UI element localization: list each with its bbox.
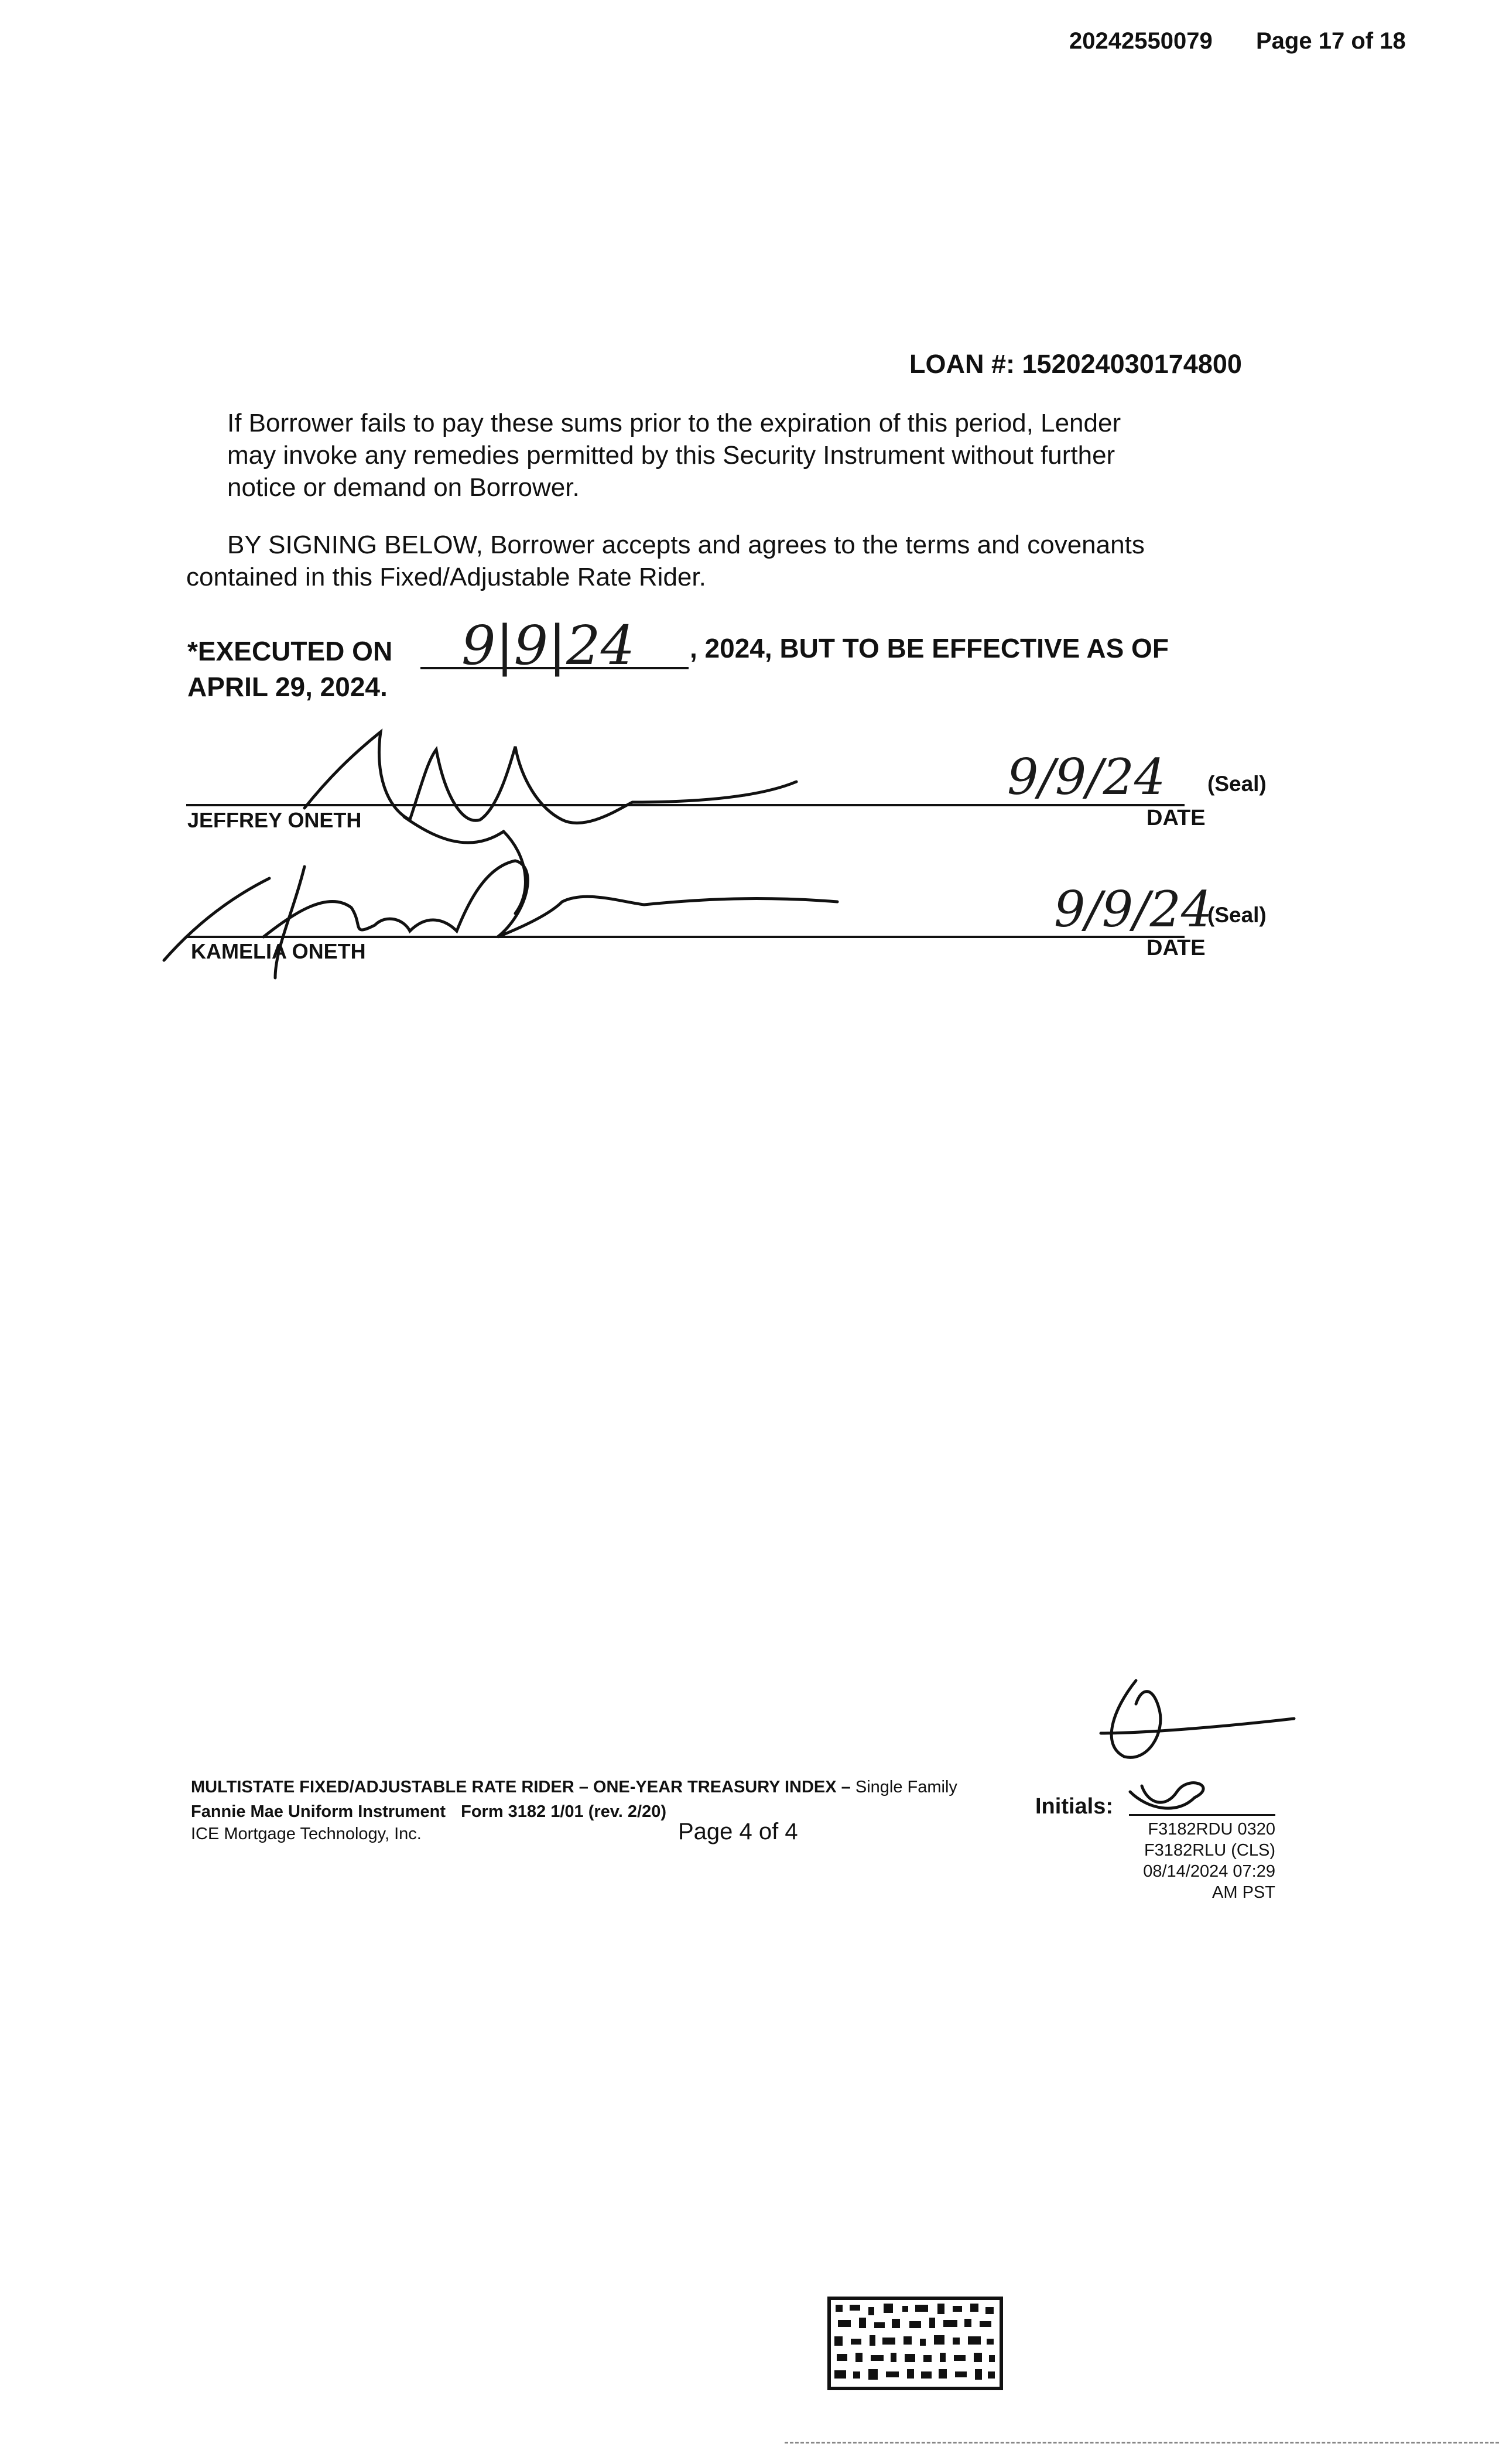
footer-instrument: Fannie Mae Uniform Instrument <box>191 1802 446 1821</box>
footer-title-plain: Single Family <box>855 1778 957 1796</box>
seal-label-jeffrey: (Seal) <box>1207 772 1267 796</box>
initials-label: Initials: <box>1035 1794 1114 1819</box>
date-label-jeffrey: DATE <box>1147 806 1206 830</box>
footer-page: Page 4 of 4 <box>678 1819 798 1844</box>
handwritten-date-jeffrey: 9/9/24 <box>1007 748 1166 806</box>
form-code: F3182RLU (CLS) <box>1144 1841 1275 1860</box>
document-number: 20242550079 <box>1069 28 1213 54</box>
handwritten-executed-date: 9|9|24 <box>461 614 635 677</box>
loan-number-label: LOAN #: <box>909 349 1015 379</box>
signer-name-kamelia: KAMELIA ONETH <box>191 939 366 963</box>
seal-label-kamelia: (Seal) <box>1207 903 1267 927</box>
loan-number-value: 152024030174800 <box>1022 349 1242 379</box>
barcode <box>827 2297 1003 2390</box>
effective-as-of-text: , 2024, BUT TO BE EFFECTIVE AS OF <box>690 633 1169 663</box>
footer-company: ICE Mortgage Technology, Inc. <box>191 1825 422 1843</box>
footer-timestamp: 08/14/2024 07:29 AM PST <box>1143 1862 1275 1902</box>
signer-name-jeffrey: JEFFREY ONETH <box>187 808 362 832</box>
date-label-kamelia: DATE <box>1147 936 1206 960</box>
paragraph-line: If Borrower fails to pay these sums prior to the expiration of this period, Lender <box>227 409 1121 437</box>
form-code: F3182RDU 0320 <box>1148 1820 1275 1839</box>
barcode-graphic <box>827 2297 1003 2390</box>
handwritten-date-kamelia: 9/9/24 <box>1054 881 1213 938</box>
signing-paragraph-line-2: contained in this Fixed/Adjustable Rate Rider. <box>186 563 706 591</box>
paragraph-line: may invoke any remedies permitted by this Security Instrument without further <box>227 441 1115 470</box>
page-indicator: Page 17 of 18 <box>1256 28 1406 54</box>
effective-date: APRIL 29, 2024. <box>187 672 388 702</box>
signing-paragraph-line-1: BY SIGNING BELOW, Borrower accepts and agrees to the terms and covenants <box>227 531 1145 559</box>
executed-on-label: *EXECUTED ON <box>187 636 393 666</box>
footer-title-bold: MULTISTATE FIXED/ADJUSTABLE RATE RIDER – ONE-YEAR TREASURY INDEX – <box>191 1778 851 1796</box>
paragraph-line: notice or demand on Borrower. <box>227 473 580 502</box>
bottom-divider <box>785 2442 1499 2444</box>
footer-form-number: Form 3182 1/01 (rev. 2/20) <box>461 1802 666 1821</box>
footer-codes <box>1118 1819 1275 1903</box>
